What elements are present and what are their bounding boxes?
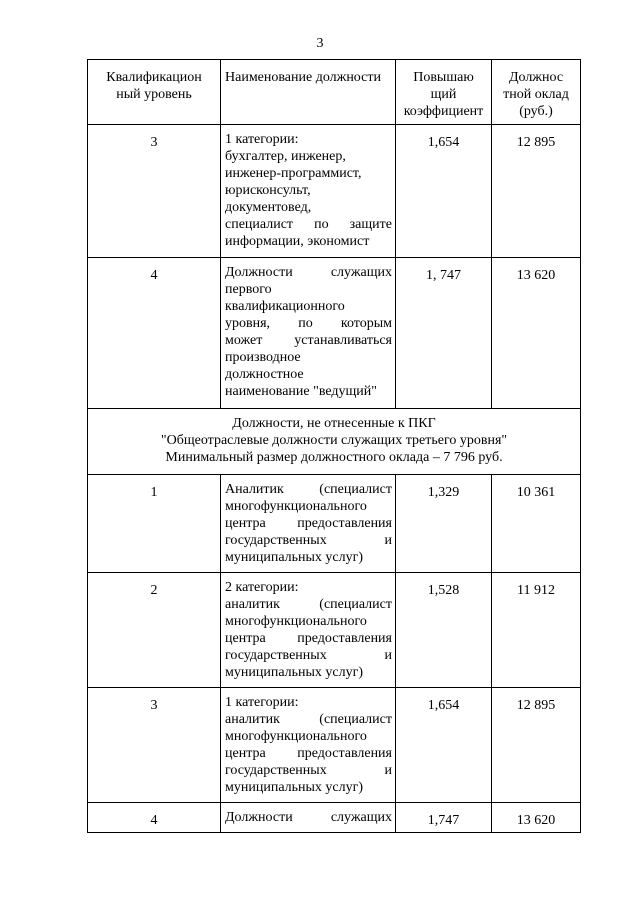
text-line: может устанавливаться bbox=[225, 333, 392, 348]
text-line: бухгалтер, инженер, bbox=[225, 149, 346, 164]
cell-salary: 10 361 bbox=[492, 475, 581, 573]
cell-coef: 1, 747 bbox=[396, 258, 492, 409]
table-row bbox=[88, 803, 581, 833]
text-line: 2 категории: bbox=[225, 580, 299, 595]
text-line: муниципальных услуг) bbox=[225, 665, 364, 680]
text-line: квалификационного bbox=[225, 299, 345, 314]
text-line: муниципальных услуг) bbox=[225, 550, 364, 565]
text-line: центра предоставления bbox=[225, 631, 392, 646]
text-line: центра предоставления bbox=[225, 746, 392, 761]
cell-salary: 11 912 bbox=[492, 573, 581, 688]
text-line: Должности служащих bbox=[225, 265, 392, 280]
section-heading bbox=[88, 409, 581, 475]
text-line: многофункционального bbox=[225, 729, 367, 744]
text-line: 1 категории: bbox=[225, 132, 299, 147]
cell-position bbox=[221, 125, 396, 258]
text-line: центра предоставления bbox=[225, 516, 392, 531]
section-line: "Общеотраслевые должности служащих третьего уровня" bbox=[160, 433, 508, 448]
header-position: Наименование должности bbox=[221, 60, 396, 125]
text-line: информации, экономист bbox=[225, 234, 370, 249]
page-number: 3 bbox=[316, 36, 324, 51]
cell-level: 3 bbox=[88, 688, 221, 803]
text-line: государственных и bbox=[225, 533, 392, 548]
text-line: документовед, bbox=[225, 200, 312, 215]
text-line: многофункционального bbox=[225, 614, 367, 629]
text-line: многофункционального bbox=[225, 499, 367, 514]
text-line: инженер-программист, bbox=[225, 166, 362, 181]
cell-salary: 12 895 bbox=[492, 125, 581, 258]
text-line: государственных и bbox=[225, 648, 392, 663]
table-row bbox=[88, 258, 581, 409]
cell-salary: 13 620 bbox=[492, 803, 581, 833]
text-line: Аналитик (специалист bbox=[225, 482, 392, 497]
cell-level: 1 bbox=[88, 475, 221, 573]
salary-table bbox=[87, 59, 581, 833]
text-line: первого bbox=[225, 282, 272, 297]
table-header-row bbox=[88, 60, 581, 125]
cell-position bbox=[221, 573, 396, 688]
text-line: производное bbox=[225, 350, 301, 365]
text-line: должностное bbox=[225, 367, 304, 382]
cell-salary: 12 895 bbox=[492, 688, 581, 803]
table-row bbox=[88, 688, 581, 803]
table-row bbox=[88, 475, 581, 573]
text-line: государственных и bbox=[225, 763, 392, 778]
section-row bbox=[88, 409, 581, 475]
section-line: Должности, не отнесенные к ПКГ bbox=[232, 416, 436, 431]
text-line: муниципальных услуг) bbox=[225, 780, 364, 795]
cell-position bbox=[221, 475, 396, 573]
table-row bbox=[88, 125, 581, 258]
cell-position bbox=[221, 258, 396, 409]
cell-salary: 13 620 bbox=[492, 258, 581, 409]
text-line: юрисконсульт, bbox=[225, 183, 311, 198]
table-row bbox=[88, 573, 581, 688]
cell-level: 4 bbox=[88, 258, 221, 409]
text-line: специалист по защите bbox=[225, 217, 392, 232]
cell-position bbox=[221, 688, 396, 803]
text-line: уровня, по которым bbox=[225, 316, 392, 331]
text-line: Должности служащих bbox=[225, 810, 392, 825]
cell-coef: 1,654 bbox=[396, 688, 492, 803]
header-coef: Повышаю щий коэффициент bbox=[396, 60, 492, 125]
cell-level: 2 bbox=[88, 573, 221, 688]
text-line: аналитик (специалист bbox=[225, 597, 392, 612]
text-line: наименование "ведущий" bbox=[225, 384, 377, 399]
cell-coef: 1,747 bbox=[396, 803, 492, 833]
cell-coef: 1,329 bbox=[396, 475, 492, 573]
text-line: 1 категории: bbox=[225, 695, 299, 710]
cell-position bbox=[221, 803, 396, 833]
header-level: Квалификацион ный уровень bbox=[88, 60, 221, 125]
text-line: аналитик (специалист bbox=[225, 712, 392, 727]
cell-coef: 1,654 bbox=[396, 125, 492, 258]
section-line: Минимальный размер должностного оклада – 7 796 руб. bbox=[165, 450, 503, 465]
cell-level: 3 bbox=[88, 125, 221, 258]
header-salary: Должнос тной оклад (руб.) bbox=[492, 60, 581, 125]
cell-coef: 1,528 bbox=[396, 573, 492, 688]
cell-level: 4 bbox=[88, 803, 221, 833]
